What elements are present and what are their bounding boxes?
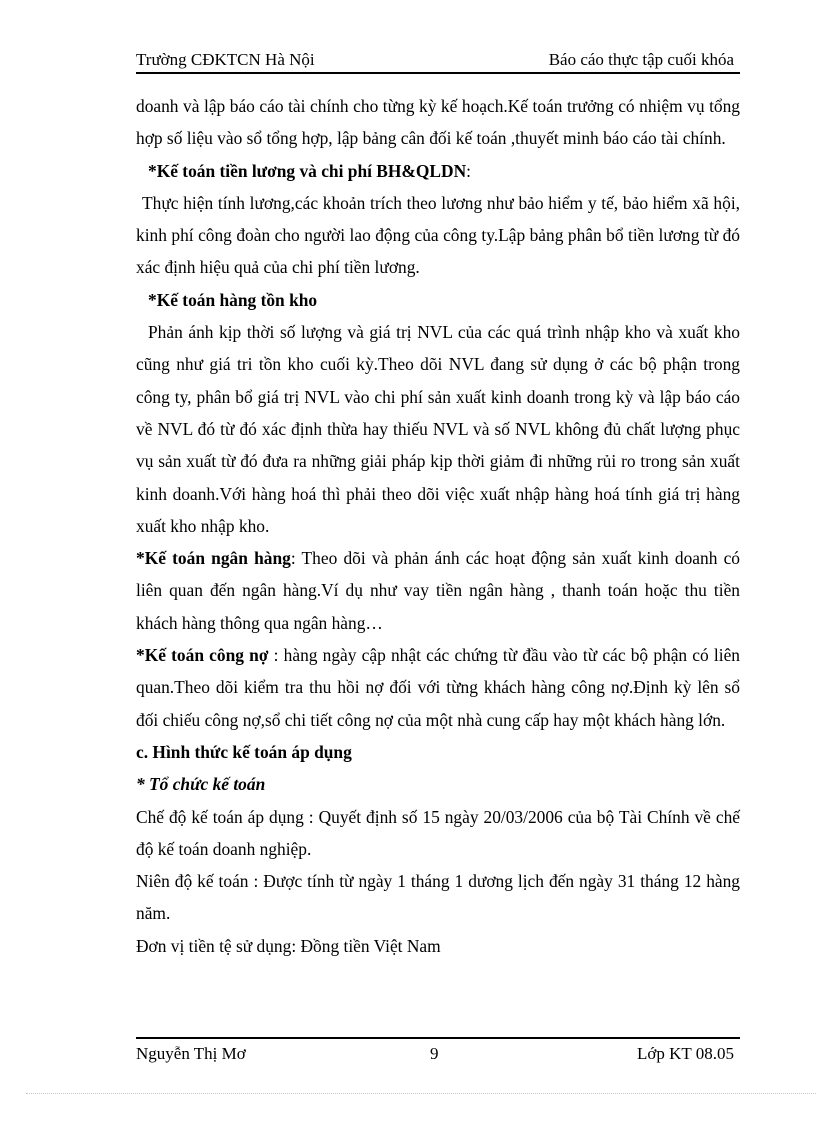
header-school: Trường CĐKTCN Hà Nội: [136, 50, 315, 69]
paragraph-debt-text: : hàng ngày cập nhật các chứng từ đầu vào từ các bộ phận có liên quan.Theo dõi kiểm tra thu hồi nợ đối với từng khách hàng công nợ.Định kỳ lên sổ đối chiếu công nợ,sổ chi tiết công nợ của một nhà cung cấp hay một khách hàng lớn.: [136, 645, 740, 730]
header-report-title: Báo cáo thực tập cuối khóa: [548, 50, 734, 69]
heading-accounting-form: [136, 736, 740, 768]
footer-class: Lớp KT 08.05: [637, 1044, 734, 1063]
heading-inventory-accounting: [136, 284, 740, 316]
heading-bank-text: *Kế toán ngân hàng: [136, 548, 291, 569]
heading-salary-accounting: [136, 155, 740, 187]
page-footer: [136, 1041, 740, 1067]
heading-accounting-form-text: c. Hình thức kế toán áp dụng: [136, 741, 352, 762]
paragraph-intro: doanh và lập báo cáo tài chính cho từng kỳ kế hoạch.Kế toán trưởng có nhiệm vụ tổng hợp số liệu vào sổ tổng hợp, lập bảng cân đối kế toán ,thuyết minh báo cáo tài chính.: [136, 96, 740, 149]
paragraph-currency: Đơn vị tiền tệ sử dụng: Đồng tiền Việt Nam: [136, 935, 441, 956]
page-edge-divider: [26, 1093, 816, 1094]
heading-salary-colon: :: [466, 160, 471, 181]
heading-inventory-text: *Kế toán hàng tồn kho: [148, 289, 318, 310]
header-rule: [136, 72, 740, 74]
heading-salary-text: *Kế toán tiền lương và chi phí BH&QLDN: [148, 160, 467, 181]
footer-rule: [136, 1037, 740, 1039]
paragraph-fiscal-year: Niên độ kế toán : Được tính từ ngày 1 tháng 1 dương lịch đến ngày 31 tháng 12 hàng năm.: [136, 871, 740, 924]
page-body: [136, 90, 740, 962]
paragraph-salary: Thực hiện tính lương,các khoản trích theo lương như bảo hiểm y tế, bảo hiểm xã hội, kinh phí công đoàn cho người lao động của công ty.Lập bảng phân bổ tiền lương từ đó xác định hiệu quả của chi phí tiền lương.: [136, 192, 740, 278]
paragraph-accounting-regime: Chế độ kế toán áp dụng : Quyết định số 15 ngày 20/03/2006 của bộ Tài Chính về chế độ kế toán doanh nghiệp.: [136, 806, 740, 859]
footer-author: Nguyễn Thị Mơ: [136, 1044, 246, 1063]
paragraph-bank-text: : Theo dõi và phản ánh các hoạt động sản xuất kinh doanh có liên quan đến ngân hàng.Ví dụ như vay tiền ngân hàng , thanh toán hoặc thu tiền khách hàng thông qua ngân hàng…: [136, 548, 740, 633]
paragraph-debt: [136, 639, 740, 736]
heading-accounting-organization: [136, 768, 740, 800]
footer-page-number: 9: [430, 1044, 439, 1063]
paragraph-bank: [136, 542, 740, 639]
heading-accounting-organization-text: * Tổ chức kế toán: [136, 774, 266, 795]
heading-debt-text: *Kế toán công nợ: [136, 645, 269, 666]
paragraph-inventory: Phản ánh kịp thời số lượng và giá trị NVL của các quá trình nhập kho và xuất kho cũng như giá tri tồn kho cuối kỳ.Theo dõi NVL đang sử dụng ở các bộ phận trong công ty, phân bổ giá trị NVL vào chi phí sản xuất kinh doanh trong kỳ và lập báo cáo về NVL đó từ đó xác định thừa hay thiếu NVL và số NVL không đủ chất lượng phục vụ sản xuất từ đó đưa ra những giải pháp kịp thời giảm đi những rủi ro trong sản xuất kinh doanh.Với hàng hoá thì phải theo dõi việc xuất nhập hàng hoá tính giá trị hàng xuất kho nhập kho.: [136, 322, 740, 536]
page-header: [136, 48, 740, 72]
